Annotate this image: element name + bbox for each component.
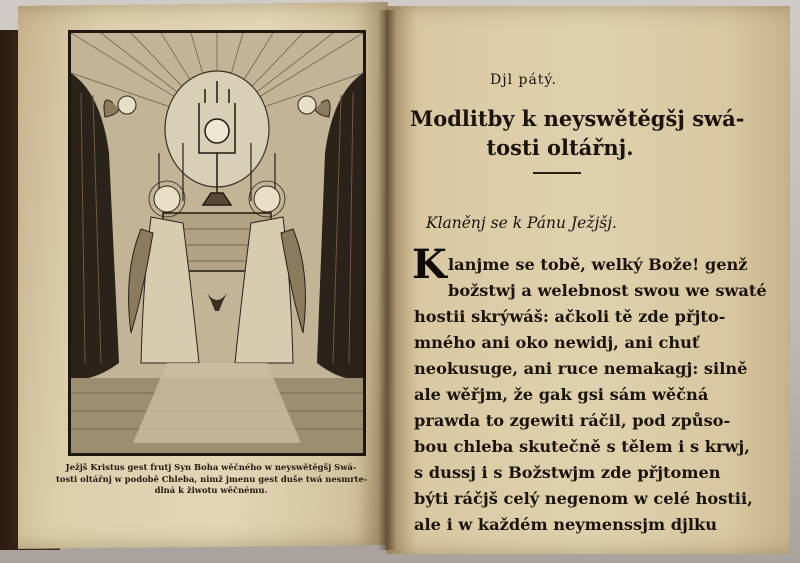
engraving-art [71, 33, 363, 453]
book-gutter [378, 10, 396, 550]
prayer-body [414, 252, 767, 538]
caption-line: tosti oltářnj w podobě Chleba, nimž jmenu gest duše twá nesmrte- [56, 473, 368, 484]
body-line: neokusuge, ani ruce nemakagj: silně [414, 359, 748, 378]
section-divider [533, 172, 581, 174]
body-line: lanjme se tobě, welký Bože! genž [448, 255, 748, 274]
body-line: býti ráčjš celý negenom w celé hostii, [414, 489, 753, 508]
body-line: ale wěřjm, že gak gsi sám wěčná [414, 385, 709, 404]
body-line: ale i w každém neymenssjm djlku [414, 515, 718, 534]
body-line: bou chleba skutečně s tělem i s krwj, [414, 437, 750, 456]
body-line: božstwj a welebnost swou we swaté [448, 281, 767, 300]
body-line: prawda to zgewiti ráčil, pod způso- [414, 411, 731, 430]
part-label: Djl pátý. [490, 72, 557, 88]
title-line: Modlitby k neyswětěgšj swá- [410, 106, 745, 131]
engraving-caption [56, 462, 366, 497]
drop-cap-letter: K [412, 241, 447, 288]
body-line: mného ani oko newidj, ani chuť [414, 333, 700, 352]
caption-line: dlná k žiwotu wěčnému. [154, 485, 268, 495]
prayer-subtitle: Klaněnj se k Pánu Ježjšj. [426, 214, 617, 232]
chapter-title [410, 104, 745, 162]
engraving-illustration [68, 30, 366, 456]
title-line: tosti oltářnj. [486, 135, 634, 160]
caption-line: Ježjš Kristus gest frutj Syn Boha wěčného w neyswětěgšj Swá- [65, 462, 357, 472]
body-line: s dussj i s Božstwjm zde přjtomen [414, 463, 721, 482]
body-line: hostii skrýwáš: ačkoli tě zde přjto- [414, 307, 726, 326]
